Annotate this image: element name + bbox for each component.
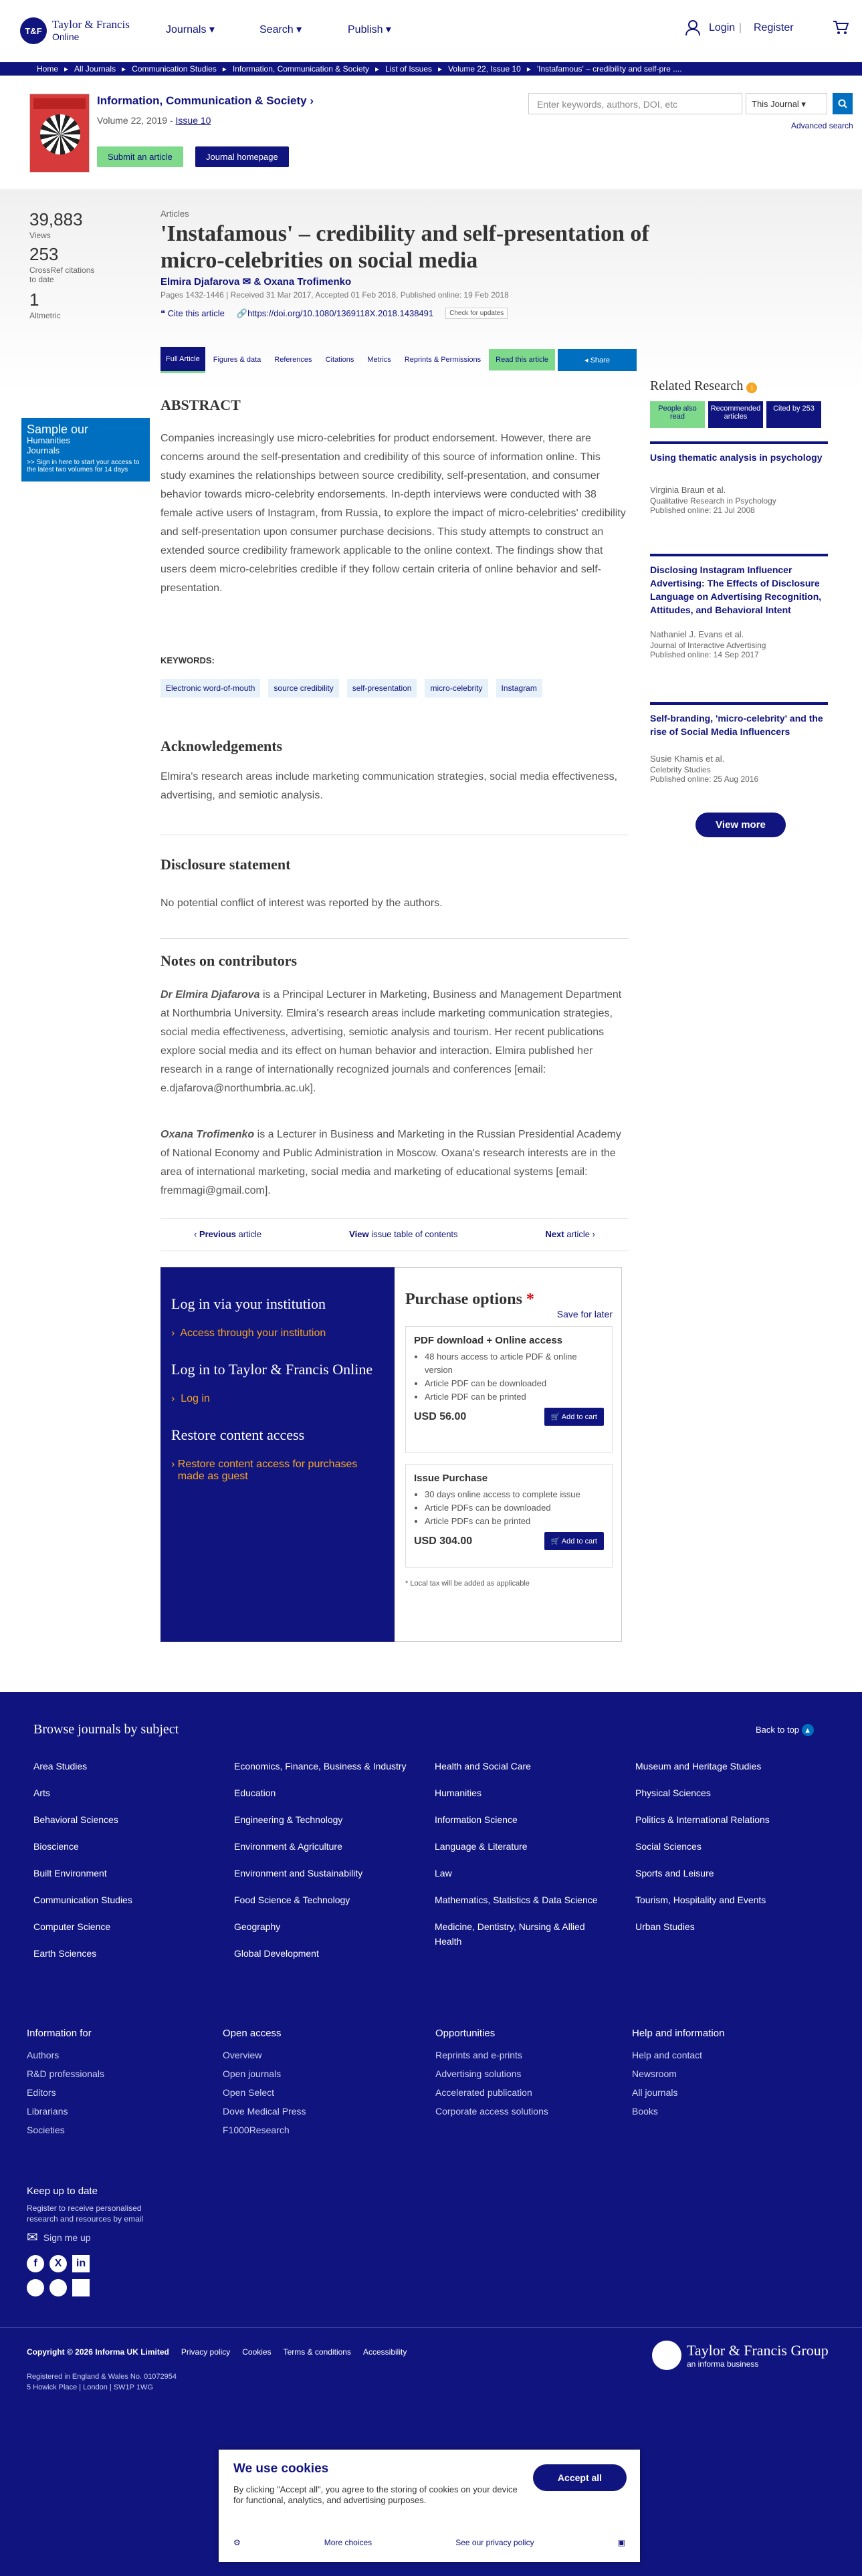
- cookie-footer: [233, 2538, 625, 2547]
- wechat-icon[interactable]: [27, 2279, 44, 2296]
- info-icon: i: [746, 383, 757, 393]
- browse-heading: Browse journals by subject: [33, 1722, 179, 1737]
- keep-up-heading: Keep up to date: [27, 2185, 98, 2197]
- subject-link[interactable]: Health and Social Care: [435, 1761, 531, 1772]
- subject-link[interactable]: Geography: [234, 1921, 281, 1932]
- footer-link[interactable]: Societies: [27, 2125, 65, 2135]
- bilibili-icon[interactable]: [72, 2279, 90, 2296]
- related-title[interactable]: Using thematic analysis in psychology: [650, 452, 823, 463]
- check-updates-badge[interactable]: Check for updates: [445, 308, 508, 319]
- next-article-link[interactable]: Next article ›: [545, 1229, 595, 1239]
- related-item[interactable]: [650, 441, 828, 552]
- cookie-banner: [219, 2450, 640, 2562]
- article-links: [160, 308, 508, 319]
- subject-link[interactable]: Communication Studies: [33, 1895, 132, 1905]
- footer-heading: Open access: [223, 2028, 282, 2039]
- x-icon[interactable]: X: [49, 2255, 67, 2272]
- tf-group-logo[interactable]: Taylor & Francis Group an informa business: [652, 2341, 829, 2370]
- toc-link[interactable]: View issue table of contents: [349, 1229, 458, 1239]
- footer-link[interactable]: Editors: [27, 2087, 56, 2098]
- contributors-heading: Notes on contributors: [160, 952, 298, 969]
- footer-link[interactable]: Authors: [27, 2050, 60, 2060]
- social-icons-2: [27, 2279, 90, 2296]
- keywords-heading: KEYWORDS:: [160, 655, 215, 665]
- facebook-icon[interactable]: f: [27, 2255, 44, 2272]
- tab-cited-by[interactable]: Cited by 253: [766, 401, 821, 428]
- divider: [0, 2327, 862, 2328]
- purchase-option-pdf: PDF download + Online access • 48 hours access to article PDF & online version • Article PDF can be downloaded • Article PDF can be printed USD 56.00 🛒 Add to cart: [405, 1326, 613, 1453]
- footer-heading: Help and information: [632, 2028, 725, 2039]
- subject-column: [635, 1759, 823, 1946]
- acknowledgements-heading: Acknowledgements: [160, 738, 283, 754]
- crumb-all-journals[interactable]: All Journals: [74, 64, 116, 74]
- nav-journals[interactable]: Journals ▾: [166, 24, 215, 35]
- crumb-journal[interactable]: Information, Communication & Society: [232, 64, 369, 74]
- copyright: Copyright © 2026 Informa UK Limited: [27, 2347, 169, 2357]
- browse-subjects: [0, 1692, 862, 2006]
- tf-group-icon: [652, 2341, 681, 2370]
- login-link-2[interactable]: › Log in: [171, 1393, 210, 1404]
- tab-references[interactable]: References: [274, 356, 312, 364]
- disclosure-heading: Disclosure statement: [160, 856, 291, 873]
- crossref-label: CrossRef citations to date: [29, 265, 95, 284]
- keep-up-text: Register to receive personalised research and resources by email: [27, 2204, 144, 2224]
- subject-link[interactable]: Bioscience: [33, 1841, 79, 1852]
- share-button[interactable]: ◂ Share: [558, 349, 637, 371]
- linkedin-icon[interactable]: in: [72, 2255, 90, 2272]
- footer-link[interactable]: Overview: [223, 2050, 262, 2060]
- contributor-1: Dr Elmira Djafarova is a Principal Lecturer in Marketing, Business and Management Department at Northumbria University. Elmira's research areas include marketing communication strategies, social media effectiveness, advertising, semiotic analysis and tourism. Her recent publications explore social media and its effect on human behavior and interaction. Elmira published her research in a range of internationally recognized journals and conferences [email: e.djafarova@northumbria.ac.uk].: [160, 989, 622, 1094]
- related-research-heading: Related Research i: [650, 379, 828, 394]
- weibo-icon[interactable]: [49, 2279, 67, 2296]
- breadcrumb: Home ▸ All Journals ▸ Communication Studies ▸ Information, Communication & Society ▸ List of Issues ▸ Volume 22, Issue 10 ▸ 'Instafamous' – credibility and self-pre ....: [0, 62, 862, 76]
- subject-link[interactable]: Global Development: [234, 1948, 319, 1959]
- tab-people-also-read[interactable]: People also read: [650, 401, 705, 428]
- read-article-button[interactable]: Read this article: [489, 349, 555, 370]
- arrow-up-icon: ▴: [802, 1724, 814, 1736]
- views-count: 39,883: [29, 209, 83, 229]
- purchase-heading: Purchase options *: [405, 1291, 534, 1308]
- subject-link[interactable]: Education: [234, 1788, 276, 1798]
- sample-subtitle: Humanities: [27, 435, 71, 445]
- tab-reprints[interactable]: Reprints & Permissions: [404, 356, 481, 364]
- journal-homepage-button[interactable]: Journal homepage: [195, 146, 289, 167]
- issue-link[interactable]: Issue 10: [175, 115, 211, 126]
- advanced-search-link[interactable]: Advanced search: [791, 121, 853, 130]
- accept-all-button[interactable]: Accept all: [533, 2464, 627, 2491]
- related-journal: Celebrity Studies: [650, 765, 711, 774]
- search-button[interactable]: [833, 93, 853, 114]
- cite-link[interactable]: ❝ Cite this article: [160, 308, 225, 318]
- abstract-heading: ABSTRACT: [160, 397, 241, 413]
- views-label: Views: [29, 231, 51, 240]
- subject-link[interactable]: Built Environment: [33, 1868, 107, 1879]
- accessibility-link[interactable]: Accessibility: [362, 2347, 407, 2357]
- footer-link[interactable]: All journals: [632, 2087, 678, 2098]
- subject-link[interactable]: Behavioral Sciences: [33, 1814, 118, 1825]
- institution-heading: Log in via your institution: [171, 1295, 326, 1312]
- tab-metrics[interactable]: Metrics: [367, 356, 391, 364]
- related-journal: Journal of Interactive Advertising: [650, 641, 766, 650]
- nav-search[interactable]: Search ▾: [259, 24, 302, 35]
- divider: [160, 1218, 629, 1219]
- accessibility-icon[interactable]: ▣: [617, 2538, 625, 2547]
- address: 5 Howick Place | London | SW1P 1WG: [27, 2383, 153, 2391]
- article-type: Articles: [160, 209, 189, 219]
- subject-link[interactable]: Language & Literature: [435, 1841, 528, 1852]
- option-title: PDF download + Online access: [414, 1335, 563, 1346]
- register-link[interactable]: Register: [754, 22, 794, 33]
- related-author: Virginia Braun et al.: [650, 485, 726, 495]
- subject-link[interactable]: Physical Sciences: [635, 1788, 711, 1798]
- user-icon: [685, 20, 700, 39]
- article-pager: [194, 1229, 595, 1239]
- subject-link[interactable]: Mathematics, Statistics & Data Science: [435, 1895, 598, 1905]
- subject-link[interactable]: Law: [435, 1868, 452, 1879]
- institution-access-link[interactable]: › Access through your institution: [171, 1327, 326, 1339]
- related-item[interactable]: [650, 554, 828, 701]
- related-author: Susie Khamis et al.: [650, 754, 725, 764]
- contributor-2: Oxana Trofimenko is a Lecturer in Business and Marketing in the Russian Presidential Academy of National Economy and Public Administration in Moscow. Oxana's research interests are in the area of international marketing, social media and marketing of educational systems [email: fremmagi@gmail.com].: [160, 1129, 621, 1196]
- divider: [160, 938, 629, 939]
- related-title[interactable]: Disclosing Instagram Influencer Advertising: The Effects of Disclosure Language on Advertising Recognition, Attitudes, and Behavioral Intent: [650, 564, 822, 615]
- related-item[interactable]: [650, 702, 828, 802]
- cookie-settings-icon[interactable]: ⚙: [233, 2538, 241, 2547]
- subject-link[interactable]: Politics & International Relations: [635, 1814, 770, 1825]
- footer-link[interactable]: Open Select: [223, 2087, 275, 2098]
- purchase-option-issue: Issue Purchase • 30 days online access to complete issue • Article PDFs can be downloaded • Article PDFs can be printed USD 304.00 🛒 Add to cart: [405, 1464, 613, 1568]
- subject-column: [33, 1759, 221, 1973]
- tab-citations[interactable]: Citations: [325, 356, 354, 364]
- footer-link[interactable]: Accelerated publication: [435, 2087, 532, 2098]
- tf-logo-icon: T&F: [20, 17, 47, 44]
- link-icon: 🔗: [236, 308, 248, 318]
- crossref-count[interactable]: 253: [29, 244, 59, 264]
- subject-link[interactable]: Environment & Agriculture: [234, 1841, 342, 1852]
- terms-link[interactable]: Terms & conditions: [283, 2347, 351, 2357]
- article-title: 'Instafamous' – credibility and self-presentation of micro-celebrities on social media: [160, 221, 649, 273]
- sample-title: Sample our: [27, 423, 89, 436]
- subject-link[interactable]: Humanities: [435, 1788, 482, 1798]
- acknowledgements-text: Elmira's research areas include marketing communication strategies, social media effectiveness, advertising, and semiotic analysis.: [160, 771, 618, 801]
- search-input[interactable]: Enter keywords, authors, DOI, etc: [528, 93, 742, 114]
- article-tabs: [160, 346, 637, 373]
- footer-link[interactable]: F1000Research: [223, 2125, 290, 2135]
- subject-link[interactable]: Museum and Heritage Studies: [635, 1761, 762, 1772]
- footer-link[interactable]: Newsroom: [632, 2068, 677, 2079]
- footer-heading: Information for: [27, 2028, 92, 2039]
- doi-link[interactable]: 🔗https://doi.org/10.1080/1369118X.2018.1438491: [236, 308, 434, 318]
- search-scope-select[interactable]: This Journal ▾: [746, 93, 827, 114]
- privacy-policy-link[interactable]: See our privacy policy: [455, 2538, 534, 2547]
- site-header: [0, 0, 862, 62]
- keyword-tag[interactable]: Instagram: [496, 679, 542, 697]
- subject-link[interactable]: Food Science & Technology: [234, 1895, 350, 1905]
- brand-sub: Online: [52, 31, 80, 42]
- previous-article-link[interactable]: ‹ Previous article: [194, 1229, 262, 1239]
- subject-column: [234, 1759, 408, 1973]
- footer-link[interactable]: Dove Medical Press: [223, 2106, 306, 2117]
- crumb-volume[interactable]: Volume 22, Issue 10: [448, 64, 521, 74]
- footer-link[interactable]: Open journals: [223, 2068, 282, 2079]
- footer-heading: Opportunities: [435, 2028, 496, 2039]
- subject-link[interactable]: Tourism, Hospitality and Events: [635, 1895, 766, 1905]
- social-icons: [27, 2255, 90, 2272]
- nav-publish[interactable]: Publish ▾: [348, 24, 391, 35]
- subject-link[interactable]: Arts: [33, 1788, 50, 1798]
- sample-cta[interactable]: >> Sign in here to start your access to the latest two volumes for 14 days: [27, 459, 140, 473]
- cookie-heading: We use cookies: [233, 2462, 329, 2476]
- cookie-text: By clicking "Accept all", you agree to the storing of cookies on your device for functional, analytics, and advertising purposes.: [233, 2484, 518, 2505]
- footer-column: [27, 2028, 201, 2139]
- journal-volume: Volume 22, 2019 - Issue 10: [97, 115, 211, 126]
- related-author: Nathaniel J. Evans et al.: [650, 629, 744, 639]
- access-panel: [160, 1267, 395, 1642]
- registration: Registered in England & Wales No. 01072954: [27, 2373, 177, 2381]
- related-date: Published online: 14 Sep 2017: [650, 650, 759, 659]
- related-journal: Qualitative Research in Psychology: [650, 496, 776, 506]
- cookies-link[interactable]: Cookies: [242, 2347, 272, 2357]
- subject-column: [435, 1759, 602, 1961]
- view-more-button[interactable]: View more: [695, 813, 786, 837]
- legal-links: [27, 2347, 407, 2357]
- footer-column: [223, 2028, 397, 2139]
- keyword-tag[interactable]: Electronic word-of-mouth: [160, 679, 260, 697]
- crumb-article: 'Instafamous' – credibility and self-pre ....: [536, 64, 682, 74]
- related-date: Published online: 25 Aug 2016: [650, 774, 759, 784]
- footer-column: [435, 2028, 609, 2121]
- footer-link[interactable]: Books: [632, 2106, 658, 2117]
- purchase-options: [405, 1291, 613, 1588]
- related-title[interactable]: Self-branding, 'micro-celebrity' and the rise of Social Media Influencers: [650, 713, 823, 737]
- journal-cover[interactable]: [29, 94, 90, 173]
- keyword-tag[interactable]: micro-celebrity: [425, 679, 488, 697]
- subject-link[interactable]: Economics, Finance, Business & Industry: [234, 1761, 407, 1772]
- quote-icon: ❝: [160, 308, 165, 318]
- sample-subtitle-2: Journals: [27, 445, 60, 455]
- submit-article-button[interactable]: Submit an article: [97, 146, 183, 167]
- author-2[interactable]: & Oxana Trofimenko: [253, 276, 352, 288]
- journal-title[interactable]: Information, Communication & Society ›: [97, 94, 314, 107]
- author-1[interactable]: Elmira Djafarova: [160, 276, 240, 288]
- search-icon: [838, 99, 847, 108]
- subject-link[interactable]: Area Studies: [33, 1761, 88, 1772]
- subject-link[interactable]: Environment and Sustainability: [234, 1868, 363, 1879]
- subject-link[interactable]: Earth Sciences: [33, 1948, 97, 1959]
- keyword-tag[interactable]: source credibility: [268, 679, 338, 697]
- related-tabs: [650, 401, 828, 428]
- sign-up-link[interactable]: ✉ Sign me up: [27, 2228, 91, 2247]
- add-to-cart-button[interactable]: 🛒 Add to cart: [544, 1408, 604, 1426]
- email-icon[interactable]: ✉: [242, 276, 251, 288]
- disclosure-text: No potential conflict of interest was reported by the authors.: [160, 897, 443, 909]
- footer-link[interactable]: Help and contact: [632, 2050, 703, 2060]
- tab-figures[interactable]: Figures & data: [213, 356, 261, 364]
- restore-heading: Restore content access: [171, 1426, 305, 1443]
- keywords-list: [160, 679, 629, 697]
- subject-link[interactable]: Computer Science: [33, 1921, 111, 1932]
- tab-full-article[interactable]: Full Article: [160, 347, 205, 373]
- option-price: USD 56.00: [414, 1410, 467, 1422]
- footer-link[interactable]: Advertising solutions: [435, 2068, 522, 2079]
- separator: |: [739, 22, 742, 33]
- save-for-later-link[interactable]: Save for later: [556, 1309, 613, 1319]
- subject-link[interactable]: Sports and Leisure: [635, 1868, 714, 1879]
- keyword-tag[interactable]: self-presentation: [347, 679, 417, 697]
- more-choices-button[interactable]: More choices: [324, 2538, 372, 2547]
- tab-recommended[interactable]: Recommended articles: [708, 401, 763, 428]
- email-icon: ✉: [27, 2230, 38, 2245]
- login-link[interactable]: Login: [709, 22, 736, 33]
- altmetric-count[interactable]: 1: [29, 290, 39, 310]
- footer-link[interactable]: Reprints and e-prints: [435, 2050, 522, 2060]
- tax-note: * Local tax will be added as applicable: [405, 1580, 530, 1588]
- subject-link[interactable]: Information Science: [435, 1814, 518, 1825]
- privacy-link[interactable]: Privacy policy: [181, 2347, 231, 2357]
- add-to-cart-button[interactable]: 🛒 Add to cart: [544, 1532, 604, 1550]
- option-title: Issue Purchase: [414, 1473, 488, 1484]
- crumb-issues[interactable]: List of Issues: [385, 64, 433, 74]
- subject-link[interactable]: Urban Studies: [635, 1921, 695, 1932]
- authors: [160, 276, 351, 288]
- subject-link[interactable]: Medicine, Dentistry, Nursing & Allied Health: [435, 1921, 585, 1947]
- option-price: USD 304.00: [414, 1535, 473, 1547]
- footer-link[interactable]: Librarians: [27, 2106, 68, 2117]
- cart-icon[interactable]: [833, 20, 849, 38]
- restore-link[interactable]: › Restore content access for purchases made as guest: [171, 1459, 358, 1482]
- back-to-top-link[interactable]: Back to top ▴: [756, 1724, 814, 1736]
- tf-login-heading: Log in to Taylor & Francis Online: [171, 1361, 373, 1378]
- altmetric-label: Altmetric: [29, 311, 61, 320]
- brand-name: Taylor & Francis: [52, 18, 130, 31]
- related-date: Published online: 21 Jul 2008: [650, 506, 755, 515]
- footer-link[interactable]: R&D professionals: [27, 2068, 104, 2079]
- sample-journals-ad[interactable]: [21, 418, 150, 481]
- article-dates: Pages 1432-1446 | Received 31 Mar 2017, Accepted 01 Feb 2018, Published online: 19 Feb 2018: [160, 290, 509, 300]
- subject-link[interactable]: Engineering & Technology: [234, 1814, 343, 1825]
- footer-column: [632, 2028, 806, 2121]
- crumb-communication[interactable]: Communication Studies: [132, 64, 217, 74]
- crumb-home[interactable]: Home: [37, 64, 59, 74]
- subject-link[interactable]: Social Sciences: [635, 1841, 702, 1852]
- footer-link[interactable]: Corporate access solutions: [435, 2106, 548, 2117]
- abstract-text: Companies increasingly use micro-celebrities for product endorsement. However, there are concerns around the self-presentation and credibility of this source of information online. This study examines the relationships between source credibility, self-presentation, and consumer behavior towards micro-celebrity endorsements. In-depth interviews were conducted with 38 female active users of Instagram, from Russia, to explore the impact of micro-celebrities' credibility and self-presentation upon consumer purchase decisions. This study attempts to construct an extended source credibility framework applicable to the online context. The findings show that users deem micro-celebrities credible if they follow certain criteria of online behavior and self-presentation.: [160, 433, 626, 594]
- tf-logo[interactable]: [20, 17, 130, 44]
